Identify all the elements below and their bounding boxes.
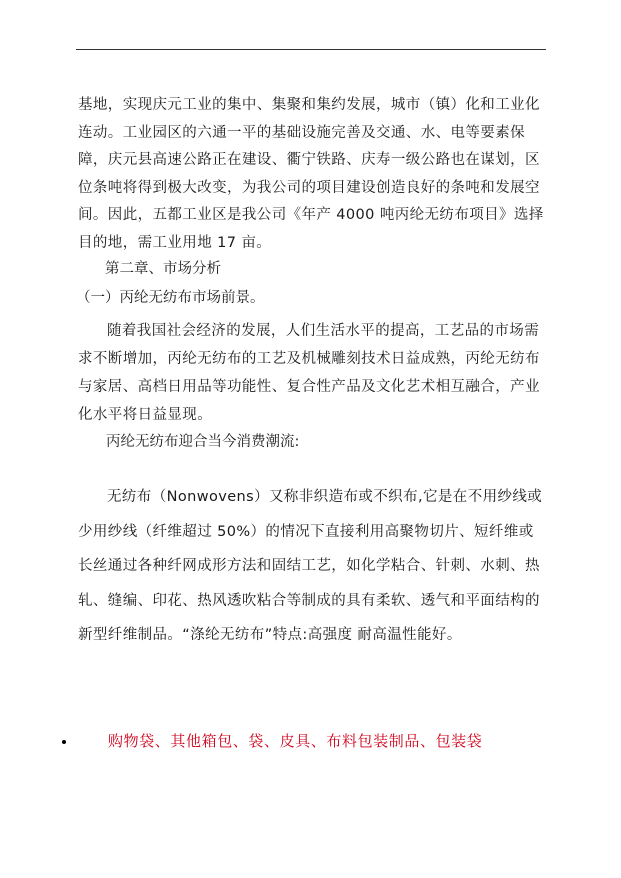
section-heading: （一）丙纶无纺布市场前景。: [76, 290, 265, 306]
header-rule: [76, 49, 546, 50]
body-paragraph-1: 基地，实现庆元工业的集中、集聚和集约发展，城市（镇）化和工业化连动。工业园区的六通一平的基础设施完善及交通、水、电等要素保障，庆元县高速公路正在建设、衢宁铁路、庆寿一级公路也在谋划，区位条吨将得到极大改变，为我公司的项目建设创造良好的条吨和发展空间。因此，五都工业区是我公司《年产 4000 吨丙纶无纺布项目》选择目的地，需工业用地 17 亩。: [78, 97, 544, 251]
bullet-dot-icon: [62, 740, 66, 744]
bullet-item-text: 购物袋、其他箱包、袋、皮具、布料包装制品、包装袋: [108, 732, 483, 750]
body-paragraph-3: 丙纶无纺布迎合当今消费潮流:: [106, 434, 300, 450]
body-paragraph-4: 无纺布（Nonwovens）又称非织造布或不织布,它是在不用纱线或少用纱线（纤维超过 50%）的情况下直接利用高聚物切片、短纤维或长丝通过各种纤网成形方法和固结工艺，如化学粘合、针刺、水刺、热轧、缝编、印花、热风透吹粘合等制成的具有柔软、透气和平面结构的新型纤维制品。“涤纶无纺布”特点:高强度 耐高温性能好。: [78, 489, 543, 644]
chapter-heading: 第二章、市场分析: [105, 261, 221, 277]
body-paragraph-2: 随着我国社会经济的发展，人们生活水平的提高，工艺品的市场需求不断增加，丙纶无纺布的工艺及机械雕刻技术日益成熟，丙纶无纺布与家居、高档日用品等功能性、复合性产品及文化艺术相互融合，产业化水平将日益显现。: [78, 323, 540, 423]
